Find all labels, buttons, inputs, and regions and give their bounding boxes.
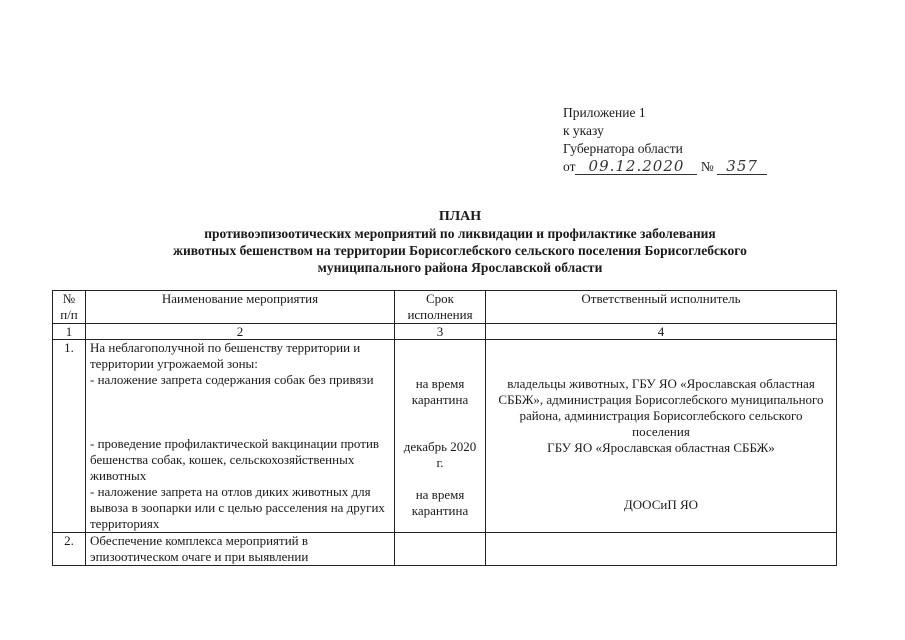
responsible-item-1: владельцы животных, ГБУ ЯО «Ярославская областная СББЖ», администрация Борисоглебского муниципального района, администрация Борисоглебского сельского поселения [498, 376, 824, 439]
term-item-2: декабрь 2020 г. [403, 439, 477, 470]
table-header-row [53, 291, 837, 324]
header-name: Наименование мероприятия [86, 291, 395, 324]
appendix-line-3: Губернатора области [563, 141, 683, 156]
row-responsible-cell [486, 340, 837, 533]
responsible-item-2: ГБУ ЯО «Ярославская областная СББЖ» [547, 440, 775, 455]
header-number: № п/п [53, 291, 86, 324]
row-number: 2. [53, 533, 86, 566]
table-row [53, 340, 837, 533]
title-line-2: животных бешенством на территории Борисоглебского сельского поселения Борисоглебского [173, 243, 747, 258]
header-term: Срок исполнения [395, 291, 486, 324]
index-cell: 2 [86, 324, 395, 340]
row-responsible-cell [486, 533, 837, 566]
name-intro: На неблагополучной по бешенству территории и территории угрожаемой зоны: [90, 340, 361, 371]
appendix-block [563, 104, 767, 176]
term-item-3: на время карантина [411, 487, 469, 518]
title-heading: ПЛАН [438, 209, 482, 224]
row-term-cell [395, 340, 486, 533]
name-item-2: - проведение профилактической вакцинации против бешенства собак, кошек, сельскохозяйственных животных [90, 436, 380, 483]
appendix-line-1: Приложение 1 [563, 105, 646, 120]
appendix-date-line [563, 158, 767, 176]
index-cell: 4 [486, 324, 837, 340]
header-responsible: Ответственный исполнитель [486, 291, 837, 324]
row-term-cell [395, 533, 486, 566]
title-line-3: муниципального района Ярославской области [317, 260, 603, 275]
row-name-cell: Обеспечение комплекса мероприятий в эпизоотическом очаге и при выявлении [86, 533, 395, 566]
date-prefix: от [563, 159, 576, 174]
index-cell: 3 [395, 324, 486, 340]
term-item-1: на время карантина [411, 376, 469, 407]
responsible-item-3: ДООСиП ЯО [623, 497, 699, 512]
handwritten-number: 357 [717, 159, 767, 175]
name-item-3: - наложение запрета на отлов диких животных для вывоза в зоопарки или с целью расселения на других территориях [90, 484, 385, 531]
row-number: 1. [53, 340, 86, 533]
handwritten-date: 09.12.2020 [575, 159, 697, 175]
plan-table [52, 290, 837, 566]
document-title [80, 208, 840, 276]
table-row [53, 533, 837, 566]
number-prefix: № [700, 159, 714, 174]
index-cell: 1 [53, 324, 86, 340]
table-index-row [53, 324, 837, 340]
name-item-1: - наложение запрета содержания собак без привязи [90, 372, 374, 387]
appendix-line-2: к указу [563, 123, 604, 138]
title-line-1: противоэпизоотических мероприятий по ликвидации и профилактике заболевания [204, 226, 716, 241]
row-name-cell [86, 340, 395, 533]
